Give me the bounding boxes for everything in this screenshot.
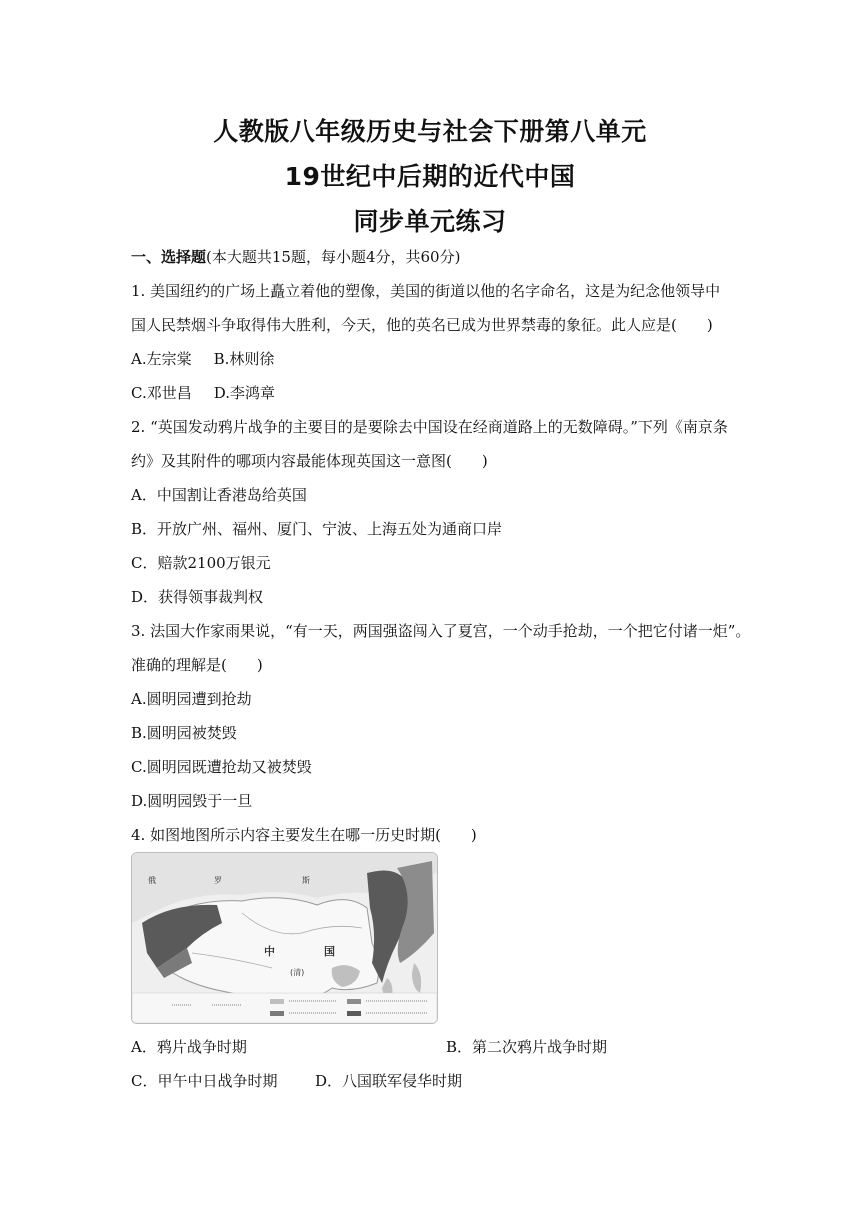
q2-option-d: D．获得领事裁判权 [131, 588, 264, 606]
map-label-qing: (清) [290, 968, 305, 977]
q4-option-a: A．鸦片战争时期 [131, 1038, 247, 1056]
q4-option-b: B．第二次鸦片战争时期 [446, 1038, 608, 1056]
q3-option-b: B.圆明园被焚毁 [131, 724, 237, 742]
historical-map-figure [131, 852, 438, 1024]
doc-title-line-2: 19世纪中后期的近代中国 [284, 162, 576, 191]
q1-option-d: D.李鸿章 [213, 384, 275, 402]
q4-option-c: C．甲午中日战争时期 [131, 1072, 278, 1090]
q1-stem-line-2: 国人民禁烟斗争取得伟大胜利，今天，他的英名已成为世界禁毒的象征。此人应是( ) [131, 316, 713, 334]
q1-options-row-2 [131, 383, 741, 403]
q2-stem-line-1: 2. “英国发动鸦片战争的主要目的是要除去中国设在经商道路上的无数障碍。”下列《南京条 [131, 418, 728, 436]
map-label-russia-2: 罗 [214, 876, 222, 885]
legend-swatch-3 [270, 1011, 284, 1016]
q1-stem-line-1: 1. 美国纽约的广场上矗立着他的塑像，美国的街道以他的名字命名，这是为纪念他领导中 [131, 282, 721, 300]
q4-options-row-1 [131, 1037, 741, 1057]
historical-map-svg [132, 853, 437, 1023]
q4-option-d: D．八国联军侵华时期 [315, 1072, 463, 1090]
q1-option-c: C.邓世昌 [131, 384, 192, 402]
doc-title-line-3: 同步单元练习 [353, 207, 507, 236]
q4-stem-line-1: 4. 如图地图所示内容主要发生在哪一历史时期( ) [131, 826, 477, 844]
q1-option-b: B.林则徐 [213, 350, 275, 368]
map-label-china-1: 中 [264, 945, 275, 958]
q3-option-d: D.圆明园毁于一旦 [131, 792, 253, 810]
section-heading-detail: (本大题共15题，每小题4分，共60分) [206, 248, 461, 266]
q1-option-a: A.左宗棠 [131, 350, 192, 368]
legend-swatch-1 [270, 999, 284, 1004]
q1-options-row-1 [131, 349, 741, 369]
section-heading-label: 一、选择题 [131, 248, 207, 266]
section-heading [131, 247, 741, 267]
q2-option-a: A．中国割让香港岛给英国 [131, 486, 307, 504]
map-label-china-2: 国 [324, 945, 335, 958]
q2-option-b: B．开放广州、福州、厦门、宁波、上海五处为通商口岸 [131, 520, 503, 538]
legend-swatch-2 [347, 999, 361, 1004]
map-legend-box [132, 993, 437, 1023]
q4-options-row-2 [131, 1071, 741, 1091]
map-label-russia-1: 俄 [148, 876, 156, 885]
doc-title-line-1: 人教版八年级历史与社会下册第八单元 [213, 117, 647, 146]
q3-option-c: C.圆明园既遭抢劫又被焚毁 [131, 758, 312, 776]
map-label-russia-3: 斯 [302, 876, 310, 885]
q2-option-c: C．赔款2100万银元 [131, 554, 271, 572]
legend-swatch-4 [347, 1011, 361, 1016]
q2-stem-line-2: 约》及其附件的哪项内容最能体现英国这一意图( ) [131, 452, 488, 470]
q3-stem-line-2: 准确的理解是( ) [131, 656, 263, 674]
q3-option-a: A.圆明园遭到抢劫 [131, 690, 252, 708]
q3-stem-line-1: 3. 法国大作家雨果说，“有一天，两国强盗闯入了夏宫，一个动手抢劫，一个把它付诸一炬”。 [131, 622, 751, 640]
